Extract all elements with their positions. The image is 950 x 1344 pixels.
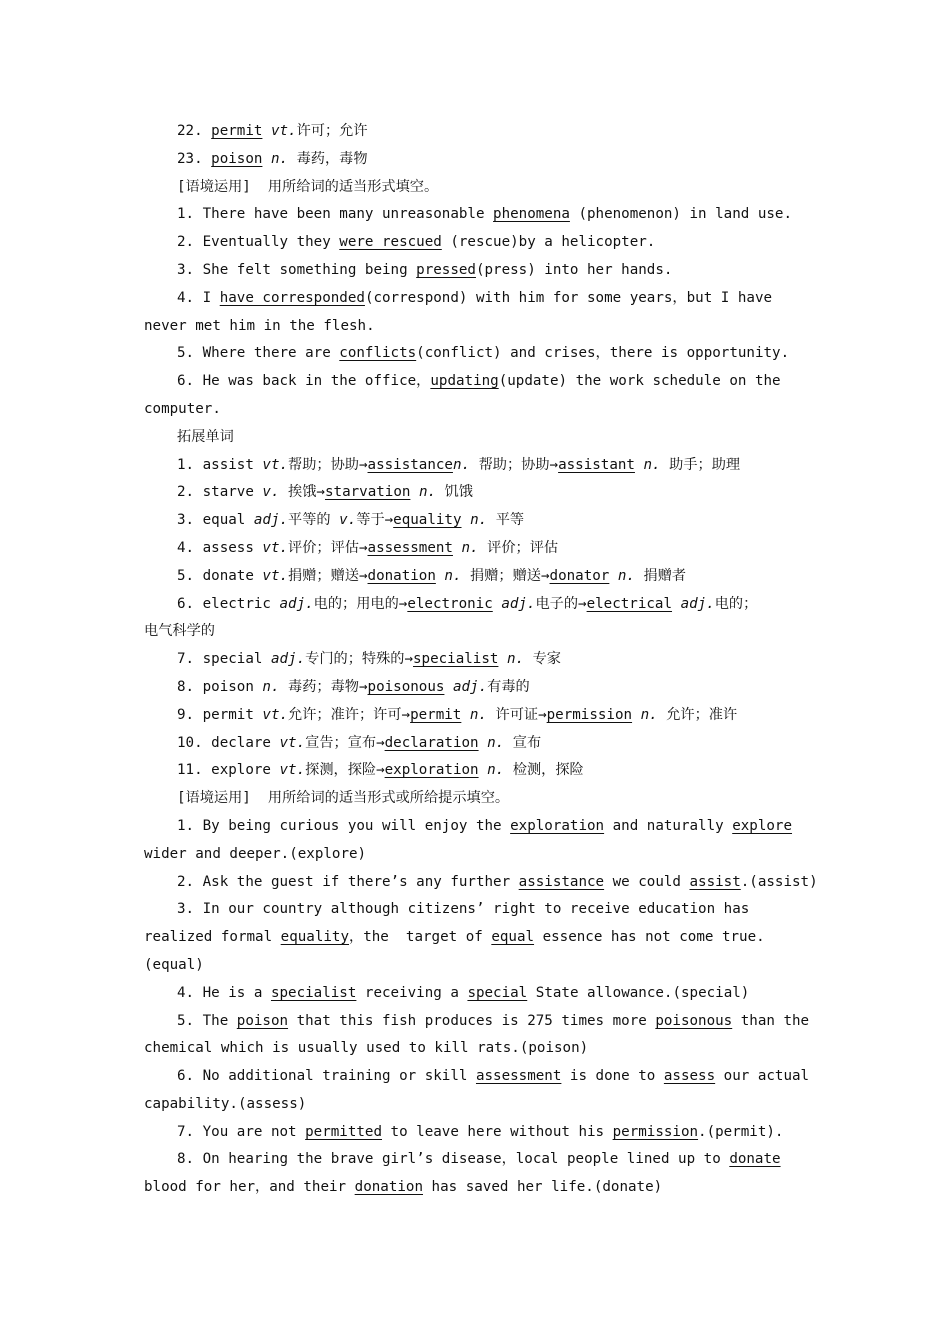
- part-of-speech: vt.: [262, 456, 289, 473]
- text-segment: 7. special: [177, 651, 271, 668]
- text-segment: than the: [732, 1012, 810, 1029]
- text-segment: [462, 512, 471, 528]
- answer-blank: assistant: [558, 456, 635, 473]
- document-body: [144, 118, 850, 1202]
- text-line: [144, 980, 850, 1008]
- text-segment: (correspond) with him for some years，but I have: [364, 289, 773, 306]
- text-segment: 评价；评估: [478, 539, 559, 556]
- part-of-speech: n.: [470, 512, 488, 529]
- text-segment: has saved her life.(donate): [423, 1179, 663, 1196]
- text-segment: [262, 151, 271, 167]
- text-line: [144, 813, 850, 841]
- text-segment: 专门的；特殊的→: [305, 651, 413, 668]
- answer-blank: explore: [732, 817, 793, 834]
- text-line: [144, 702, 850, 730]
- text-segment: 1. assist: [177, 456, 263, 473]
- text-segment: that this fish produces is 275 times more: [288, 1012, 656, 1029]
- text-line: [144, 479, 850, 507]
- text-segment: 许可证→: [486, 706, 547, 723]
- answer-blank: declaration: [384, 734, 479, 751]
- text-segment: 11. explore: [177, 762, 280, 779]
- part-of-speech: n.: [640, 706, 658, 723]
- text-segment: ，the target of: [349, 929, 492, 946]
- text-segment: 10. declare: [177, 734, 280, 751]
- answer-blank: specialist: [270, 984, 357, 1001]
- answer-blank: assess: [663, 1068, 716, 1085]
- text-segment: 1. By being curious you will enjoy the: [177, 817, 511, 834]
- text-line: [144, 257, 850, 285]
- part-of-speech: adj.: [253, 512, 289, 529]
- text-line: [144, 1119, 850, 1147]
- text-segment: our actual: [715, 1068, 810, 1085]
- text-segment: 3. She felt something being: [177, 261, 417, 278]
- text-segment: 23.: [177, 150, 212, 167]
- text-segment: 帮助；协助→: [470, 456, 559, 473]
- text-line: [144, 730, 850, 758]
- answer-blank: poison: [211, 150, 263, 167]
- answer-blank: updating: [430, 373, 499, 390]
- answer-blank: conflicts: [339, 345, 417, 362]
- text-line: [144, 1091, 850, 1119]
- answer-blank: assessment: [367, 539, 453, 556]
- text-line: [144, 396, 850, 424]
- text-segment: 挨饿→: [279, 484, 325, 501]
- part-of-speech: vt.: [279, 734, 306, 751]
- text-segment: 捐赠者: [634, 567, 687, 584]
- answer-blank: donate: [729, 1151, 781, 1168]
- text-segment: 饥饿: [436, 484, 473, 501]
- answer-blank: exploration: [384, 762, 479, 779]
- part-of-speech: vt.: [262, 539, 289, 556]
- part-of-speech: vt.: [262, 706, 289, 723]
- answer-blank: assistance: [367, 456, 453, 473]
- text-segment: [672, 596, 681, 612]
- part-of-speech: adj.: [452, 678, 488, 695]
- part-of-speech: n.: [469, 706, 487, 723]
- answer-blank: permission: [546, 706, 633, 723]
- text-segment: 毒药；毒物→: [279, 678, 368, 695]
- text-segment: 8. On hearing the brave girl’s disease，local people lined up to: [177, 1151, 730, 1168]
- part-of-speech: adj.: [501, 595, 536, 612]
- answer-blank: poisonous: [655, 1012, 733, 1029]
- answer-blank: were rescued: [339, 234, 442, 251]
- text-segment: 允许；准许: [657, 706, 738, 723]
- text-segment: 宣告；宣布→: [305, 734, 385, 751]
- answer-blank: assessment: [475, 1068, 562, 1085]
- part-of-speech: n.: [487, 734, 505, 751]
- answer-blank: poison: [236, 1012, 289, 1029]
- answer-blank: have corresponded: [219, 289, 365, 306]
- answer-blank: donation: [367, 567, 436, 584]
- text-segment: 捐赠；赠送→: [461, 567, 550, 584]
- part-of-speech: n.: [506, 651, 525, 668]
- text-segment: (phenomenon) in land use.: [569, 206, 793, 223]
- text-segment: 拓展单词: [177, 428, 234, 445]
- part-of-speech: n.: [487, 762, 505, 779]
- text-segment: 5. donate: [177, 567, 263, 584]
- part-of-speech: v.: [339, 512, 357, 529]
- text-line: [144, 896, 850, 924]
- part-of-speech: vt.: [262, 567, 289, 584]
- part-of-speech: n.: [461, 539, 479, 556]
- text-segment: 7. You are not: [177, 1123, 306, 1140]
- text-line: [144, 952, 850, 980]
- text-segment: 电子的→: [535, 595, 587, 612]
- text-segment: .(assist): [740, 873, 818, 890]
- text-line: [144, 229, 850, 257]
- text-segment: State allowance.(special): [527, 984, 750, 1001]
- text-segment: 等于→: [356, 512, 394, 529]
- answer-blank: poisonous: [367, 678, 445, 695]
- text-segment: 3. In our country although citizens’ right to receive education has: [177, 901, 750, 918]
- text-segment: 探测，探险→: [305, 762, 385, 779]
- answer-blank: pressed: [416, 261, 476, 278]
- text-segment: 4. assess: [177, 539, 263, 556]
- text-line: [144, 507, 850, 535]
- text-line: [144, 368, 850, 396]
- text-segment: 有毒的: [487, 678, 530, 695]
- text-segment: 1. There have been many unreasonable: [177, 206, 494, 223]
- answer-blank: equal: [491, 929, 535, 946]
- answer-blank: permitted: [305, 1123, 382, 1140]
- text-line: [144, 174, 850, 202]
- part-of-speech: n.: [270, 150, 289, 167]
- text-segment: 平等的: [288, 512, 340, 529]
- part-of-speech: n.: [643, 456, 661, 473]
- text-segment: (press) into her hands.: [475, 261, 673, 278]
- answer-blank: specialist: [413, 651, 499, 668]
- text-line: [144, 646, 850, 674]
- part-of-speech: vt.: [270, 123, 297, 139]
- answer-blank: phenomena: [493, 206, 570, 223]
- text-segment: never met him in the flesh.: [144, 317, 375, 334]
- part-of-speech: n.: [617, 567, 635, 584]
- text-line: [144, 757, 850, 785]
- part-of-speech: n.: [262, 678, 280, 695]
- text-line: [144, 924, 850, 952]
- text-segment: 专家: [524, 651, 561, 668]
- text-line: [144, 535, 850, 563]
- part-of-speech: adj.: [270, 651, 306, 668]
- text-segment: 9. permit: [177, 706, 263, 723]
- text-line: [144, 869, 850, 897]
- text-line: [144, 618, 850, 646]
- answer-blank: donator: [549, 567, 610, 584]
- text-segment: [444, 679, 453, 695]
- text-segment: (conflict) and crises，there is opportunity.: [416, 345, 790, 362]
- text-segment: 宣布: [504, 734, 542, 751]
- answer-blank: permit: [211, 123, 263, 139]
- text-segment: chemical which is usually used to kill rats.(poison): [144, 1040, 589, 1057]
- text-line: [144, 146, 850, 174]
- text-segment: to leave here without his: [382, 1123, 613, 1140]
- text-line: [144, 1008, 850, 1036]
- text-segment: [语境运用] 用所给词的适当形式填空。: [177, 178, 439, 195]
- text-segment: 6. No additional training or skill: [177, 1068, 476, 1085]
- text-line: [144, 1146, 850, 1174]
- text-segment: [461, 707, 470, 723]
- text-line: [144, 424, 850, 452]
- text-line: [144, 285, 850, 313]
- text-segment: 许可；允许: [296, 123, 368, 139]
- text-segment: 4. He is a: [177, 984, 271, 1001]
- text-segment: 6. electric: [177, 595, 280, 612]
- part-of-speech: n.: [452, 456, 471, 473]
- text-line: [144, 563, 850, 591]
- text-segment: [632, 707, 641, 723]
- text-line: [144, 340, 850, 368]
- text-segment: we could: [604, 873, 690, 890]
- answer-blank: permit: [410, 706, 462, 723]
- text-segment: [609, 568, 618, 584]
- text-segment: [498, 651, 507, 667]
- text-segment: 电气科学的: [144, 623, 215, 640]
- text-segment: 5. Where there are: [177, 345, 340, 362]
- part-of-speech: n.: [418, 484, 437, 501]
- answer-blank: donation: [354, 1179, 423, 1196]
- part-of-speech: vt.: [279, 762, 306, 779]
- part-of-speech: adj.: [680, 595, 715, 612]
- text-segment: 助手；助理: [660, 456, 741, 473]
- text-segment: (update) the work schedule on the: [498, 373, 781, 390]
- text-segment: computer.: [144, 400, 221, 417]
- text-segment: [635, 457, 644, 473]
- answer-blank: special: [467, 984, 528, 1001]
- text-segment: 4. I: [177, 289, 220, 306]
- text-segment: wider and deeper.(explore): [144, 845, 367, 862]
- text-segment: 22.: [177, 123, 212, 139]
- text-segment: 2. Eventually they: [177, 234, 340, 251]
- text-segment: 检测，探险: [504, 762, 584, 779]
- text-segment: [语境运用] 用所给词的适当形式或所给提示填空。: [177, 790, 510, 807]
- text-segment: 电的；: [714, 595, 758, 612]
- text-segment: receiving a: [356, 984, 468, 1001]
- text-line: [144, 591, 850, 619]
- text-segment: [453, 540, 462, 556]
- answer-blank: starvation: [324, 484, 411, 501]
- text-segment: (equal): [144, 956, 204, 973]
- text-segment: capability.(assess): [144, 1095, 307, 1112]
- text-segment: 评价；评估→: [288, 539, 368, 556]
- text-segment: essence has not come true.: [534, 929, 765, 946]
- text-line: [144, 452, 850, 480]
- answer-blank: electrical: [586, 595, 673, 612]
- text-segment: blood for her，and their: [144, 1179, 355, 1196]
- text-line: [144, 1063, 850, 1091]
- part-of-speech: adj.: [279, 595, 314, 612]
- text-segment: realized formal: [144, 929, 281, 946]
- answer-blank: equality: [393, 512, 462, 529]
- text-line: [144, 1174, 850, 1202]
- text-segment: [410, 484, 419, 500]
- text-line: [144, 118, 850, 146]
- answer-blank: assist: [689, 873, 741, 890]
- text-segment: 帮助；协助→: [288, 456, 368, 473]
- text-line: [144, 313, 850, 341]
- text-line: [144, 1035, 850, 1063]
- text-line: [144, 201, 850, 229]
- text-segment: 允许；准许；许可→: [288, 706, 411, 723]
- text-segment: 5. The: [177, 1012, 237, 1029]
- text-segment: and naturally: [604, 817, 733, 834]
- text-segment: 6. He was back in the office，: [177, 373, 431, 390]
- text-segment: [479, 735, 488, 751]
- text-segment: 2. starve: [177, 484, 263, 501]
- text-segment: 毒药，毒物: [288, 150, 368, 167]
- text-segment: 8. poison: [177, 678, 263, 695]
- text-segment: 平等: [487, 512, 525, 529]
- text-line: [144, 674, 850, 702]
- text-segment: .(permit).: [698, 1123, 784, 1140]
- answer-blank: permission: [612, 1123, 699, 1140]
- text-segment: 2. Ask the guest if there’s any further: [177, 873, 519, 890]
- text-segment: is done to: [561, 1068, 664, 1085]
- part-of-speech: v.: [262, 484, 280, 501]
- text-line: [144, 841, 850, 869]
- text-segment: 3. equal: [177, 512, 254, 529]
- text-segment: 电的；用电的→: [313, 595, 408, 612]
- part-of-speech: n.: [444, 567, 462, 584]
- answer-blank: assistance: [518, 873, 605, 890]
- text-segment: [262, 123, 271, 139]
- text-segment: 捐赠；赠送→: [288, 567, 368, 584]
- text-segment: [479, 762, 488, 778]
- answer-blank: equality: [280, 929, 350, 946]
- text-line: [144, 785, 850, 813]
- text-segment: (rescue)by a helicopter.: [441, 234, 656, 251]
- answer-blank: electronic: [407, 595, 493, 612]
- answer-blank: exploration: [510, 817, 605, 834]
